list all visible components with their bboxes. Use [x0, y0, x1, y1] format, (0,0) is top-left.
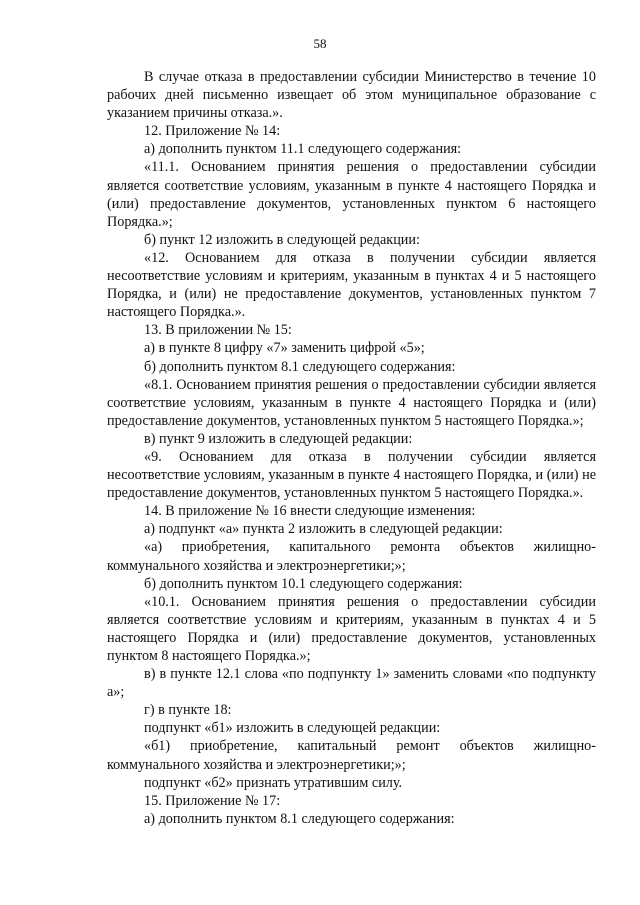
paragraph: 12. Приложение № 14: [144, 123, 281, 140]
paragraph: «а) приобретения, капитального ремонта объектов жилищно-коммунального хозяйства и электроэнергетики;»; [107, 539, 596, 574]
paragraph: б) дополнить пунктом 10.1 следующего содержания: [144, 575, 463, 592]
paragraph: а) подпункт «а» пункта 2 изложить в следующей редакции: [144, 521, 503, 538]
paragraph: 15. Приложение № 17: [144, 792, 281, 809]
paragraph: 13. В приложении № 15: [144, 322, 292, 339]
paragraph: «8.1. Основанием принятия решения о предоставлении субсидии является соответствие условиям, указанным в пункте 4 настоящего Порядка и (или) предоставление документов, установленных пунктом 5 настоящего Порядка.»; [107, 376, 596, 429]
paragraph: «10.1. Основанием принятия решения о предоставлении субсидии является соответствие условиям и критериям, указанным в пунктах 4 и 5 настоящего Порядка и (или) предоставление документов, установленных пунктом 8 настоящего Порядка.»; [107, 593, 596, 664]
paragraph: б) пункт 12 изложить в следующей редакции: [144, 231, 420, 248]
paragraph: г) в пункте 18: [144, 702, 232, 719]
paragraph: «11.1. Основанием принятия решения о предоставлении субсидии является соответствие условиям, указанным в пункте 4 настоящего Порядка и (или) предоставление документов, установленных пунктом 6 настоящего Порядка.»; [107, 159, 596, 230]
paragraph: а) в пункте 8 цифру «7» заменить цифрой «5»; [144, 340, 425, 357]
paragraph: в) в пункте 12.1 слова «по подпункту 1» заменить словами «по подпункту а»; [107, 666, 596, 701]
document-body [107, 68, 596, 828]
page-number: 58 [313, 36, 327, 51]
paragraph: «б1) приобретение, капитальный ремонт объектов жилищно-коммунального хозяйства и электроэнергетики;»; [107, 738, 596, 773]
paragraph: «12. Основанием для отказа в получении субсидии является несоответствие условиям и критериям, указанным в пунктах 4 и 5 настоящего Порядка, и (или) не предоставление документов, установленных пунктом 7 настоящего Порядка.». [107, 249, 596, 321]
paragraph: а) дополнить пунктом 11.1 следующего содержания: [144, 141, 462, 158]
paragraph: «9. Основанием для отказа в получении субсидии является несоответствие условиям, указанным в пункте 4 настоящего Порядка, и (или) не предоставление документов, установленных пунктом 5 настоящего Порядка.». [107, 448, 596, 502]
paragraph: 14. В приложение № 16 внести следующие изменения: [144, 503, 476, 520]
paragraph: б) дополнить пунктом 8.1 следующего содержания: [144, 358, 456, 375]
paragraph: а) дополнить пунктом 8.1 следующего содержания: [144, 810, 455, 827]
paragraph: В случае отказа в предоставлении субсидии Министерство в течение 10 рабочих дней письменно извещает об этом муниципальное образование с указанием причины отказа.». [107, 69, 596, 122]
paragraph: подпункт «б1» изложить в следующей редакции: [144, 720, 441, 737]
paragraph: подпункт «б2» признать утратившим силу. [144, 774, 403, 791]
paragraph: в) пункт 9 изложить в следующей редакции: [144, 430, 413, 447]
